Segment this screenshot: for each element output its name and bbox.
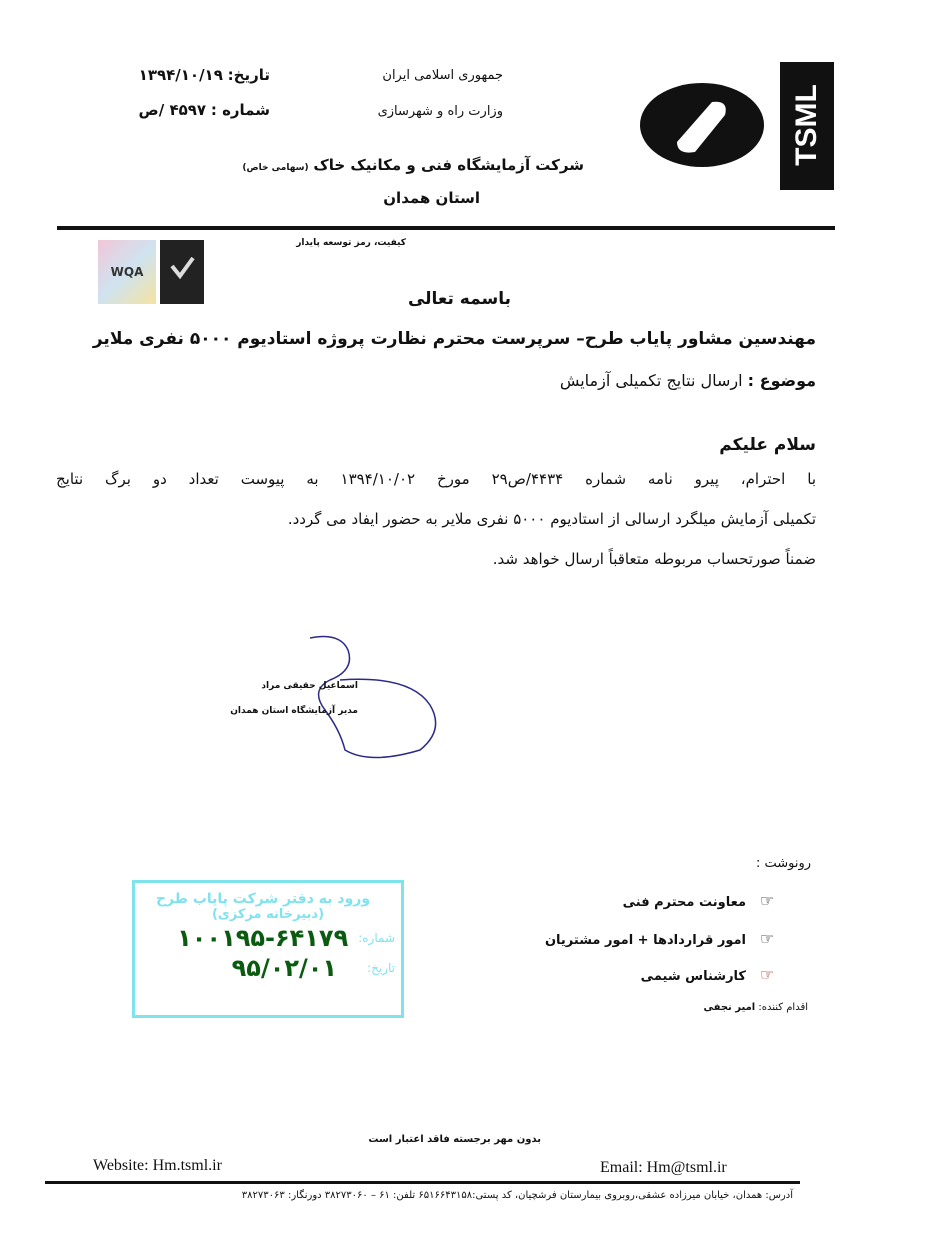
handwritten-signature <box>270 630 450 770</box>
stamp-line2: (دبیرخانه مرکزی) <box>211 907 325 922</box>
date-value: ۱۳۹۴/۱۰/۱۹ <box>138 66 223 84</box>
number-label: شماره : <box>210 101 270 119</box>
date-label: تاریخ: <box>227 66 270 84</box>
cc-item <box>641 965 776 984</box>
hand-pointer-icon: ☞ <box>759 891 775 910</box>
subject-text: ارسال نتایج تکمیلی آزمایش <box>559 371 743 390</box>
letter-number <box>139 101 270 119</box>
stamp-date-label: تاریخ: <box>367 961 395 975</box>
body-line: ضمناً صورتحساب مربوطه متعاقباً ارسال خواهد شد. <box>492 550 816 568</box>
recipient: مهندسین مشاور پایاب طرح– سرپرست محترم نظارت پروژه استادیوم ۵۰۰۰ نفری ملایر <box>92 329 816 349</box>
address: آدرس: همدان، خیابان میرزاده عشقی،روبروی بیمارستان فرشچیان، کد پستی:۶۵۱۶۶۴۳۱۵۸ تلفن: ۶۱ – ۳۸۲۷۳۰۶۰ دورنگار: ۳۸۲۷۳۰۶۳ <box>241 1190 793 1201</box>
action-line <box>704 1002 808 1013</box>
cc-item-label: کارشناس شیمی <box>640 969 746 984</box>
cc-label: رونوشت : <box>755 856 811 871</box>
wqa-cert-logo <box>98 240 156 304</box>
stamp-number-label: شماره: <box>358 931 395 945</box>
stamp-number-value: ۱۰۰۱۹۵-۶۴۱۷۹ <box>177 924 349 952</box>
slogan: کیفیت، رمز توسعه پایدار <box>296 238 406 248</box>
subject-line <box>560 371 816 390</box>
company-emblem-icon <box>637 80 767 170</box>
company-type: (سهامی خاص) <box>242 163 309 173</box>
company-name-line <box>242 156 584 174</box>
signatory-title: مدیر آزمایشگاه استان همدان <box>230 706 358 716</box>
invocation: باسمه تعالی <box>407 289 511 309</box>
province-name: استان همدان <box>383 189 480 207</box>
body-line: با احترام، پیرو نامه شماره ۴۴۳۴/ص۲۹ مورخ ۱۳۹۴/۱۰/۰۲ به پیوست تعداد دو برگ نتایج <box>56 470 816 488</box>
stamp-line1: ورود به دفتر شرکت پایاب طرح <box>155 891 371 907</box>
hand-pointer-icon: ☞ <box>759 929 775 948</box>
stamp-date-value: ۹۵/۰۲/۰۱ <box>231 954 338 982</box>
company-name: شرکت آزمایشگاه فنی و مکانیک خاک <box>313 156 584 174</box>
subject-label: موضوع : <box>747 371 816 390</box>
header-divider <box>57 226 835 230</box>
ministry-name: وزارت راه و شهرسازی <box>377 104 503 119</box>
hand-pointer-icon: ☞ <box>759 965 775 984</box>
check-shield-icon <box>160 240 204 304</box>
number-value: ۴۵۹۷ /ص <box>138 101 207 119</box>
signatory-name: اسماعیل حقیقی مراد <box>261 681 358 691</box>
greeting: سلام علیکم <box>719 435 816 455</box>
body-line: تکمیلی آزمایش میلگرد ارسالی از استادیوم ۵۰۰۰ نفری ملایر به حضور ایفاد می گردد. <box>287 510 816 528</box>
email: Email: Hm@tsml.ir <box>600 1159 727 1176</box>
wqa-logo-text: WQA <box>110 265 144 279</box>
validity-notice: بدون مهر برجسته فاقد اعتبار است <box>368 1134 541 1145</box>
action-label: اقدام کننده: <box>758 1002 808 1013</box>
website: Website: Hm.tsml.ir <box>93 1157 222 1174</box>
cc-item-label: معاونت محترم فنی <box>622 895 746 910</box>
cc-item-label: امور قراردادها + امور مشتریان <box>544 933 746 948</box>
cc-item <box>623 891 776 910</box>
action-person: امیر نجفی <box>703 1002 756 1013</box>
iran-cert-logo <box>160 240 204 304</box>
tsml-logo-text: TSML <box>790 84 823 166</box>
cc-item <box>545 929 776 948</box>
country-name: جمهوری اسلامی ایران <box>382 68 503 83</box>
receipt-stamp <box>132 880 404 1018</box>
letter-date <box>139 66 270 84</box>
footer-divider <box>45 1181 800 1184</box>
